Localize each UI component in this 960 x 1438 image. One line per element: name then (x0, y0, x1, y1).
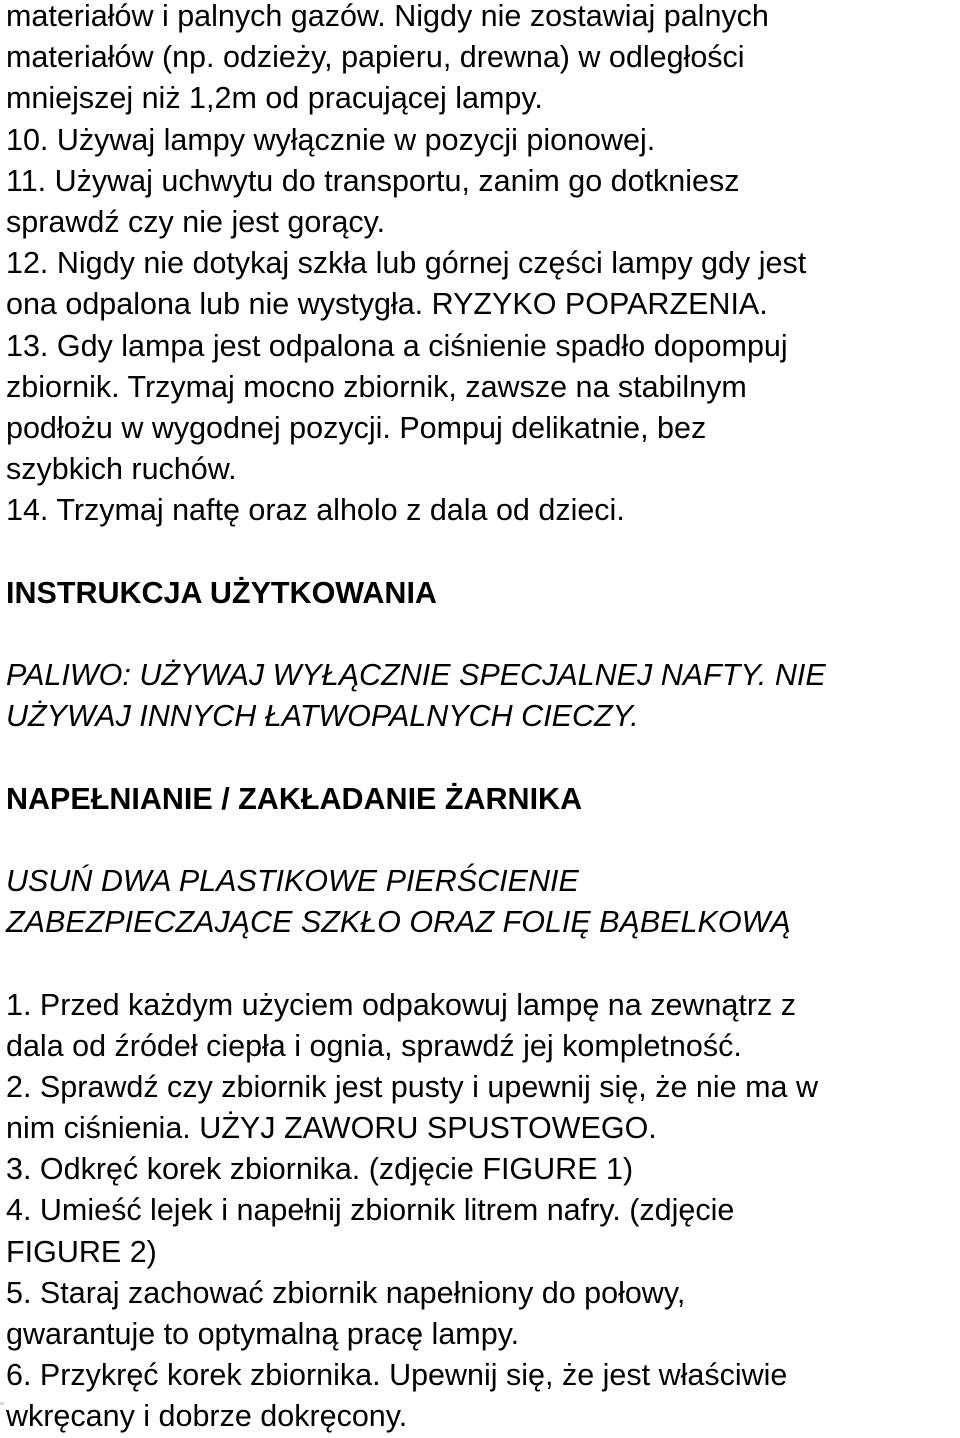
text-line: ZABEZPIECZAJĄCE SZKŁO ORAZ FOLIĘ BĄBELKOWĄ (6, 905, 791, 940)
text-line: 13. Gdy lampa jest odpalona a ciśnienie spadło dopompuj (6, 328, 788, 363)
text-line: ona odpalona lub nie wystygła. RYZYKO POPARZENIA. (6, 287, 768, 322)
text-line: 3. Odkręć korek zbiornika. (zdjęcie FIGURE 1) (6, 1152, 634, 1187)
document-page (6, 0, 956, 1438)
remove-packaging-note (6, 861, 956, 943)
text-line: 6. Przykręć korek zbiornika. Upewnij się, że jest właściwie (6, 1358, 788, 1393)
usage-heading: INSTRUKCJA UŻYTKOWANIA (6, 575, 437, 610)
spacer (6, 614, 956, 655)
filling-steps (6, 985, 956, 1438)
text-line: 11. Używaj uchwytu do transportu, zanim go dotkniesz (6, 163, 740, 198)
spacer (6, 943, 956, 984)
text-line: 12. Nigdy nie dotykaj szkła lub górnej części lampy gdy jest (6, 246, 807, 281)
text-line: USUŃ DWA PLASTIKOWE PIERŚCIENIE (6, 863, 579, 898)
safety-rules-continued (6, 0, 956, 531)
spacer (6, 820, 956, 861)
text-line: 10. Używaj lampy wyłącznie w pozycji pionowej. (6, 122, 656, 157)
filling-heading: NAPEŁNIANIE / ZAKŁADANIE ŻARNIKA (6, 781, 583, 816)
text-line: 14. Trzymaj naftę oraz alholo z dala od dzieci. (6, 493, 625, 528)
text-line: 1. Przed każdym użyciem odpakowuj lampę na zewnątrz z (6, 987, 796, 1022)
text-line: materiałów i palnych gazów. Nigdy nie zostawiaj palnych (6, 0, 769, 33)
text-line: UŻYWAJ INNYCH ŁATWOPALNYCH CIECZY. (6, 699, 639, 734)
fuel-note (6, 655, 956, 737)
spacer (6, 737, 956, 778)
text-line: 2. Sprawdź czy zbiornik jest pusty i upewnij się, że nie ma w (6, 1069, 818, 1104)
text-line: szybkich ruchów. (6, 452, 237, 487)
text-line: sprawdź czy nie jest gorący. (6, 204, 386, 239)
spacer (6, 531, 956, 572)
text-line: 4. Umieść lejek i napełnij zbiornik litrem nafry. (zdjęcie (6, 1193, 735, 1228)
text-line: gwarantuje to optymalną pracę lampy. (6, 1317, 520, 1351)
text-line: FIGURE 2) (6, 1234, 157, 1269)
text-line: dala od źródeł ciepła i ognia, sprawdź jej kompletność. (6, 1028, 742, 1063)
text-line: wkręcany i dobrze dokręcony. (6, 1399, 408, 1434)
text-line: zbiornik. Trzymaj mocno zbiornik, zawsze na stabilnym (6, 369, 747, 404)
scan-mark (0, 1402, 4, 1405)
text-line: 5. Staraj zachować zbiornik napełniony do połowy, (6, 1275, 686, 1310)
text-line: materiałów (np. odzieży, papieru, drewna) w odległości (6, 40, 745, 75)
text-line: nim ciśnienia. UŻYJ ZAWORU SPUSTOWEGO. (6, 1111, 657, 1146)
text-line: mniejszej niż 1,2m od pracującej lampy. (6, 81, 543, 116)
text-line: PALIWO: UŻYWAJ WYŁĄCZNIE SPECJALNEJ NAFTY. NIE (6, 658, 826, 692)
text-line: podłożu w wygodnej pozycji. Pompuj delikatnie, bez (6, 410, 707, 445)
